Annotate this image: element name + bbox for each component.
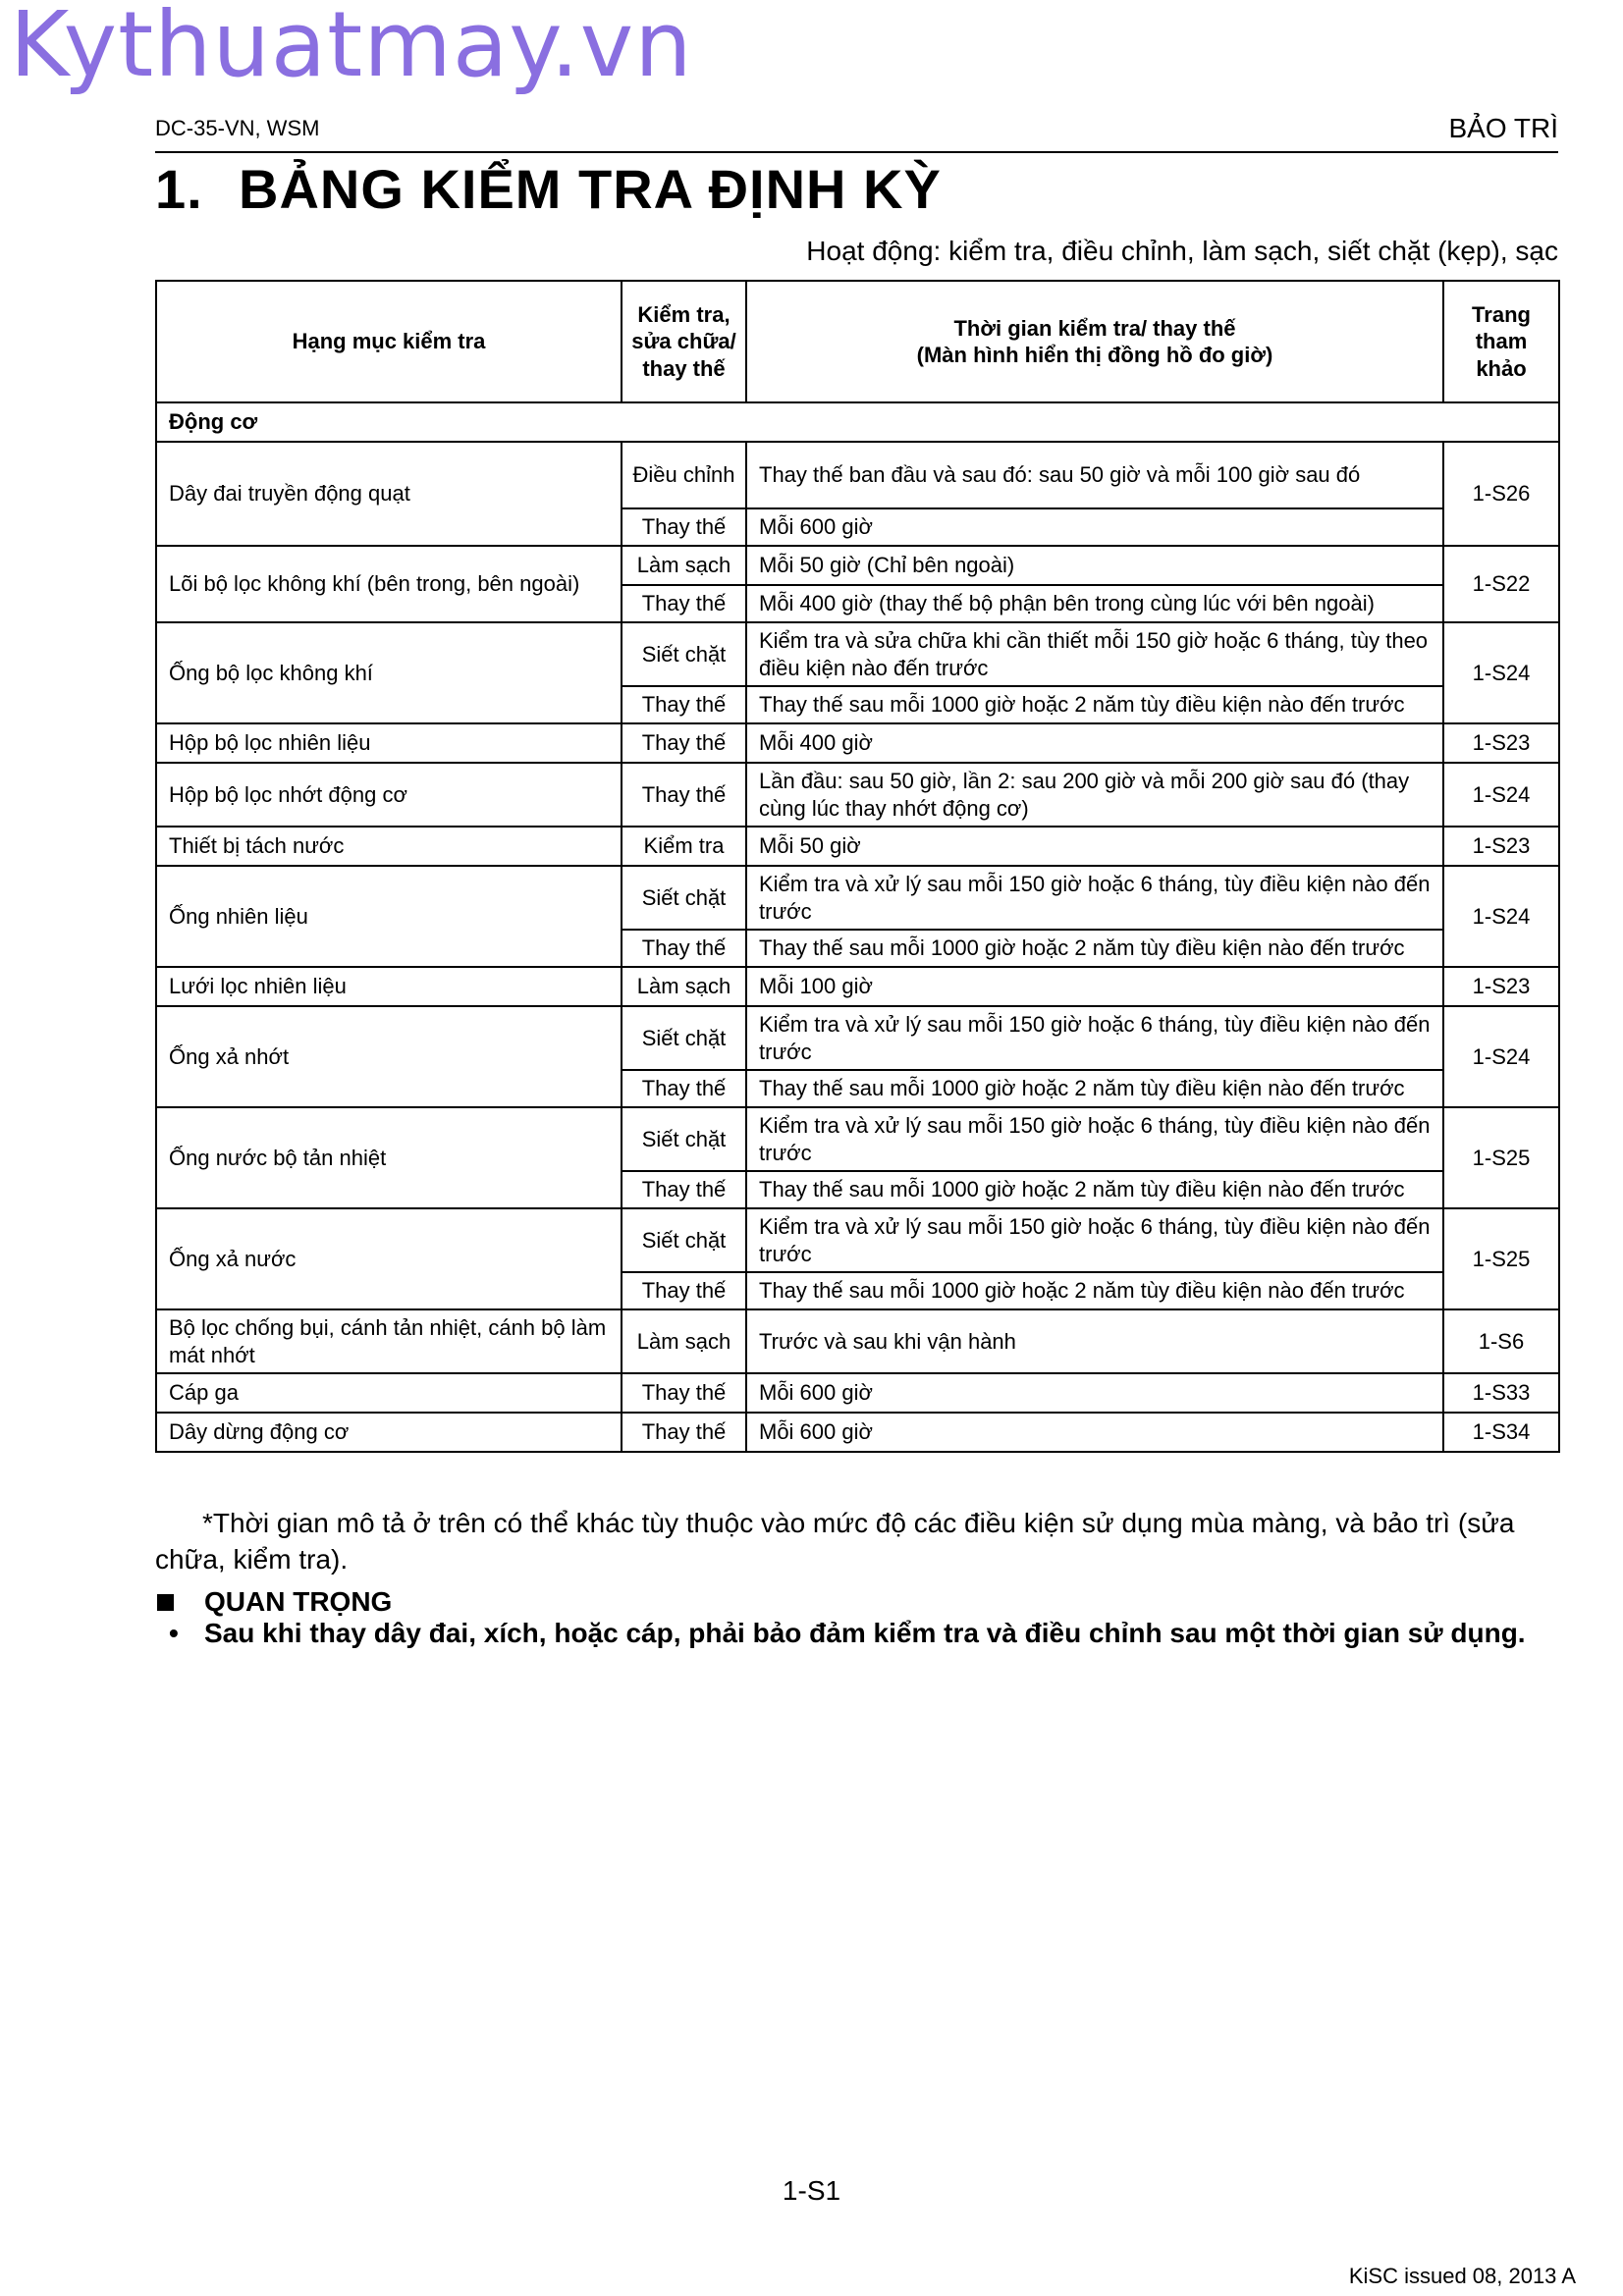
- action-cell: Kiểm tra: [622, 827, 746, 866]
- interval-cell: Kiểm tra và sửa chữa khi cần thiết mỗi 150 giờ hoặc 6 tháng, tùy theo điều kiện nào đến trước: [746, 622, 1443, 686]
- table-row: [156, 1208, 1559, 1272]
- table-row: [156, 1107, 1559, 1171]
- ref-page-cell: 1-S25: [1443, 1208, 1559, 1309]
- action-cell: Siết chặt: [622, 622, 746, 686]
- activity-legend: Hoạt động: kiểm tra, điều chỉnh, làm sạch, siết chặt (kẹp), sạc: [806, 236, 1558, 266]
- interval-cell: Kiểm tra và xử lý sau mỗi 150 giờ hoặc 6 tháng, tùy điều kiện nào đến trước: [746, 1208, 1443, 1272]
- ref-page-cell: 1-S23: [1443, 723, 1559, 763]
- issued-label: KiSC issued 08, 2013 A: [1348, 2264, 1576, 2288]
- action-cell: Điều chỉnh: [622, 442, 746, 508]
- action-cell: Siết chặt: [622, 866, 746, 930]
- table-row: [156, 622, 1559, 686]
- action-cell: Siết chặt: [622, 1107, 746, 1171]
- action-cell: Thay thế: [622, 508, 746, 546]
- table-row: [156, 967, 1559, 1006]
- ref-page-cell: 1-S24: [1443, 866, 1559, 967]
- table-row: [156, 827, 1559, 866]
- table-row: [156, 1413, 1559, 1452]
- action-cell: Thay thế: [622, 585, 746, 622]
- header-doc-code: DC-35-VN, WSM: [155, 116, 320, 140]
- action-cell: Thay thế: [622, 1373, 746, 1413]
- item-cell: Ống xả nước: [156, 1208, 622, 1309]
- action-cell: Thay thế: [622, 1272, 746, 1309]
- item-cell: Hộp bộ lọc nhớt động cơ: [156, 763, 622, 827]
- action-cell: Làm sạch: [622, 1309, 746, 1373]
- item-cell: Thiết bị tách nước: [156, 827, 622, 866]
- table-row: [156, 1373, 1559, 1413]
- action-cell: Thay thế: [622, 763, 746, 827]
- ref-page-cell: 1-S23: [1443, 827, 1559, 866]
- action-cell: Siết chặt: [622, 1208, 746, 1272]
- ref-page-cell: 1-S24: [1443, 622, 1559, 723]
- ref-page-cell: 1-S24: [1443, 763, 1559, 827]
- action-cell: Thay thế: [622, 723, 746, 763]
- ref-page-cell: 1-S6: [1443, 1309, 1559, 1373]
- title-text: BẢNG KIỂM TRA ĐỊNH KỲ: [239, 158, 942, 220]
- col-header-ref: Trang tham khảo: [1443, 281, 1559, 402]
- interval-cell: Thay thế sau mỗi 1000 giờ hoặc 2 năm tùy điều kiện nào đến trước: [746, 1171, 1443, 1208]
- square-bullet-icon: [157, 1594, 174, 1611]
- ref-page-cell: 1-S24: [1443, 1006, 1559, 1107]
- page-number: 1-S1: [782, 2175, 841, 2206]
- footnote: *Thời gian mô tả ở trên có thể khác tùy thuộc vào mức độ các điều kiện sử dụng mùa màng, và bảo trì (sửa chữa, kiểm tra).: [155, 1508, 1515, 1575]
- table-row: [156, 1006, 1559, 1070]
- ref-page-cell: 1-S22: [1443, 546, 1559, 622]
- action-cell: Thay thế: [622, 1413, 746, 1452]
- header-rule: [155, 151, 1558, 153]
- section-row: Động cơ: [156, 402, 1559, 442]
- interval-cell: Mỗi 50 giờ (Chỉ bên ngoài): [746, 546, 1443, 585]
- important-bullet: [169, 1618, 1526, 1649]
- interval-cell: Mỗi 600 giờ: [746, 1373, 1443, 1413]
- title-number: 1.: [155, 158, 203, 220]
- interval-cell: Trước và sau khi vận hành: [746, 1309, 1443, 1373]
- bullet-dot-icon: •: [169, 1618, 179, 1648]
- interval-cell: Mỗi 600 giờ: [746, 508, 1443, 546]
- inspection-table: [155, 280, 1560, 1453]
- header-section: BẢO TRÌ: [1448, 113, 1558, 143]
- col-header-action: Kiểm tra, sửa chữa/ thay thế: [622, 281, 746, 402]
- interval-cell: Lần đầu: sau 50 giờ, lần 2: sau 200 giờ và mỗi 200 giờ sau đó (thay cùng lúc thay nhớt động cơ): [746, 763, 1443, 827]
- interval-cell: Kiểm tra và xử lý sau mỗi 150 giờ hoặc 6 tháng, tùy điều kiện nào đến trước: [746, 1006, 1443, 1070]
- important-label: QUAN TRỌNG: [204, 1586, 393, 1617]
- important-heading: [157, 1586, 392, 1618]
- interval-cell: Thay thế sau mỗi 1000 giờ hoặc 2 năm tùy điều kiện nào đến trước: [746, 930, 1443, 967]
- table-row: [156, 1309, 1559, 1373]
- interval-cell: Mỗi 50 giờ: [746, 827, 1443, 866]
- item-cell: Dây dừng động cơ: [156, 1413, 622, 1452]
- table-row: [156, 546, 1559, 585]
- interval-cell: Kiểm tra và xử lý sau mỗi 150 giờ hoặc 6 tháng, tùy điều kiện nào đến trước: [746, 1107, 1443, 1171]
- table-row: [156, 723, 1559, 763]
- ref-page-cell: 1-S33: [1443, 1373, 1559, 1413]
- interval-cell: Mỗi 100 giờ: [746, 967, 1443, 1006]
- item-cell: Lưới lọc nhiên liệu: [156, 967, 622, 1006]
- interval-cell: Thay thế sau mỗi 1000 giờ hoặc 2 năm tùy điều kiện nào đến trước: [746, 1070, 1443, 1107]
- item-cell: Ống nước bộ tản nhiệt: [156, 1107, 622, 1208]
- interval-cell: Mỗi 400 giờ: [746, 723, 1443, 763]
- ref-page-cell: 1-S34: [1443, 1413, 1559, 1452]
- interval-cell: Thay thế sau mỗi 1000 giờ hoặc 2 năm tùy điều kiện nào đến trước: [746, 1272, 1443, 1309]
- item-cell: Dây đai truyền động quạt: [156, 442, 622, 546]
- action-cell: Thay thế: [622, 686, 746, 723]
- ref-page-cell: 1-S25: [1443, 1107, 1559, 1208]
- watermark: Kythuatmay.vn: [10, 0, 693, 97]
- item-cell: Ống nhiên liệu: [156, 866, 622, 967]
- action-cell: Thay thế: [622, 1171, 746, 1208]
- col-header-time: Thời gian kiểm tra/ thay thế (Màn hình hiển thị đồng hồ đo giờ): [746, 281, 1443, 402]
- action-cell: Siết chặt: [622, 1006, 746, 1070]
- item-cell: Bộ lọc chống bụi, cánh tản nhiệt, cánh bộ làm mát nhớt: [156, 1309, 622, 1373]
- action-cell: Thay thế: [622, 1070, 746, 1107]
- action-cell: Làm sạch: [622, 546, 746, 585]
- interval-cell: Thay thế ban đầu và sau đó: sau 50 giờ và mỗi 100 giờ sau đó: [746, 442, 1443, 508]
- interval-cell: Mỗi 600 giờ: [746, 1413, 1443, 1452]
- table-row: [156, 442, 1559, 508]
- item-cell: Lõi bộ lọc không khí (bên trong, bên ngoài): [156, 546, 622, 622]
- interval-cell: Kiểm tra và xử lý sau mỗi 150 giờ hoặc 6 tháng, tùy điều kiện nào đến trước: [746, 866, 1443, 930]
- item-cell: Ống xả nhớt: [156, 1006, 622, 1107]
- table-body: [156, 402, 1559, 1452]
- table-row: [156, 763, 1559, 827]
- important-bullet-text: Sau khi thay dây đai, xích, hoặc cáp, phải bảo đảm kiểm tra và điều chỉnh sau một thời gian sử dụng.: [204, 1618, 1526, 1648]
- item-cell: Hộp bộ lọc nhiên liệu: [156, 723, 622, 763]
- table-row: [156, 866, 1559, 930]
- interval-cell: Mỗi 400 giờ (thay thế bộ phận bên trong cùng lúc với bên ngoài): [746, 585, 1443, 622]
- action-cell: Làm sạch: [622, 967, 746, 1006]
- item-cell: Ống bộ lọc không khí: [156, 622, 622, 723]
- item-cell: Cáp ga: [156, 1373, 622, 1413]
- page-title: [155, 157, 942, 221]
- ref-page-cell: 1-S26: [1443, 442, 1559, 546]
- ref-page-cell: 1-S23: [1443, 967, 1559, 1006]
- col-header-item: Hạng mục kiểm tra: [156, 281, 622, 402]
- interval-cell: Thay thế sau mỗi 1000 giờ hoặc 2 năm tùy điều kiện nào đến trước: [746, 686, 1443, 723]
- action-cell: Thay thế: [622, 930, 746, 967]
